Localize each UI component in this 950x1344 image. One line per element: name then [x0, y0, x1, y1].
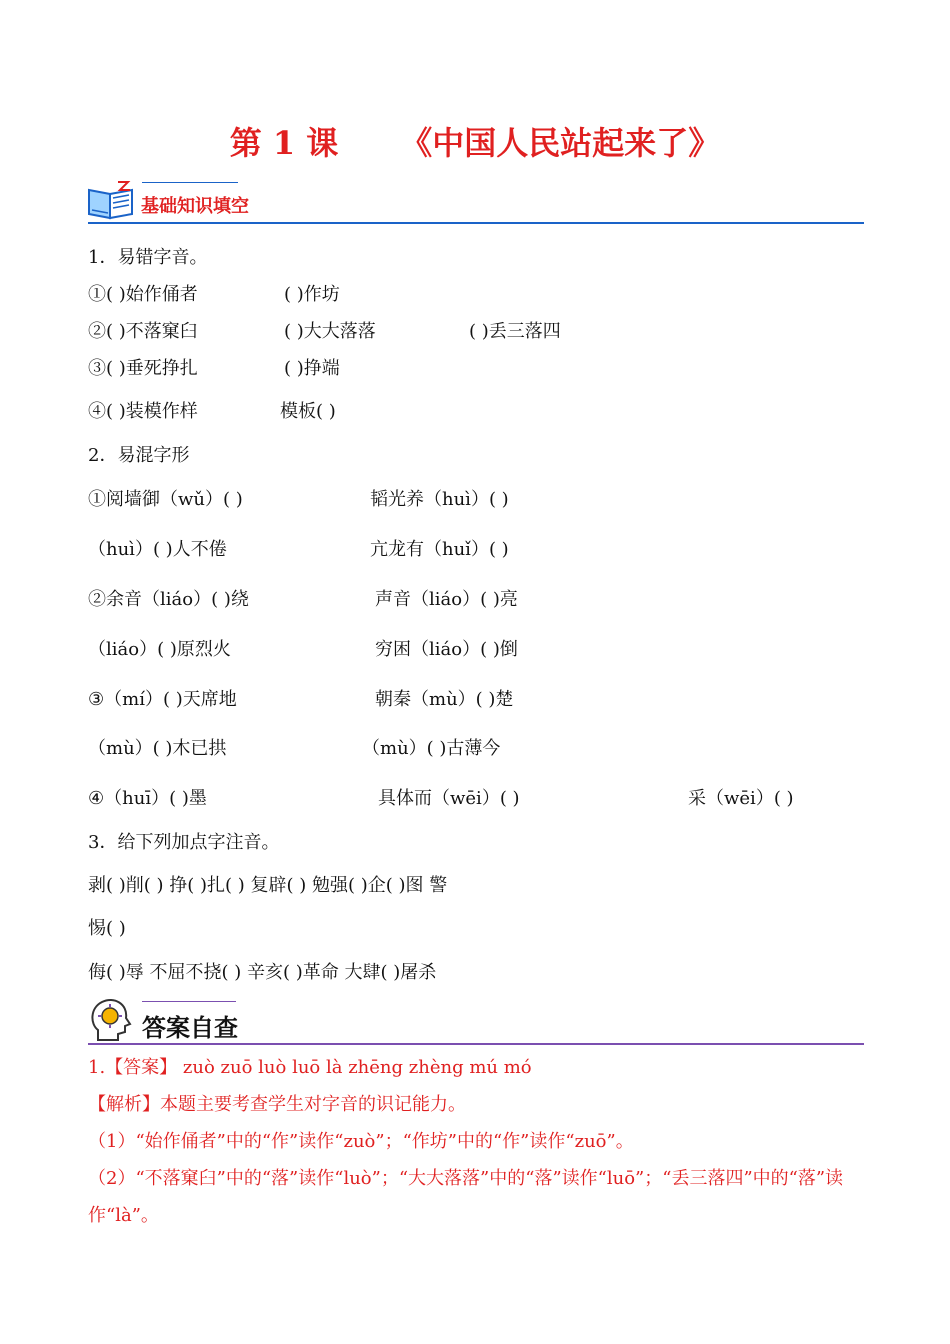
section2-top-rule — [142, 1001, 236, 1002]
q1-line2-b: ( )大大落落 — [284, 321, 376, 342]
section1-divider — [88, 222, 864, 224]
lesson-name: 《中国人民站起来了》 — [400, 124, 721, 162]
q1-line4-b: 模板( ) — [280, 401, 336, 422]
q2-row6-b: （mù）( )古薄今 — [362, 738, 501, 759]
lightbulb-head-icon — [88, 996, 132, 1042]
section2-divider — [88, 1043, 864, 1045]
q1-heading: 1．易错字音。 — [88, 247, 208, 268]
q2-row3-b: 声音（liáo）( )亮 — [375, 589, 518, 610]
answer-point-1: （1）“始作俑者”中的“作”读作“zuò”；“作坊”中的“作”读作“zuō”。 — [88, 1131, 634, 1152]
q2-row6-a: （mù）( )木已拱 — [88, 738, 227, 759]
section1-top-rule — [142, 182, 238, 183]
q2-row1-b: 韬光养（huì）( ) — [370, 489, 509, 510]
q2-heading: 2．易混字形 — [88, 445, 190, 466]
q2-row3-a: ②余音（liáo）( )绕 — [88, 589, 249, 610]
q1-line2-a: ②( )不落窠臼 — [88, 321, 198, 342]
answer-1: 1.【答案】 zuò zuō luò luō là zhēng zhèng mú mó — [88, 1057, 532, 1078]
q1-line1-a: ①( )始作俑者 — [88, 284, 198, 305]
q2-row4-a: （liáo）( )原烈火 — [88, 639, 231, 660]
q1-line1-b: ( )作坊 — [284, 284, 340, 305]
q2-row2-a: （huì）( )人不倦 — [88, 539, 227, 560]
q3-line3: 侮( )辱 不屈不挠( ) 辛亥( )革命 大肆( )屠杀 — [88, 962, 437, 983]
answer-point-2-cont: 作“là”。 — [88, 1205, 159, 1226]
section2-label: 答案自查 — [142, 1014, 238, 1042]
answer-point-2: （2）“不落窠臼”中的“落”读作“luò”；“大大落落”中的“落”读作“luō”；“丢三落四”中的“落”读 — [88, 1168, 844, 1189]
q2-row7-a: ④（huī）( )墨 — [88, 788, 207, 809]
q2-row4-b: 穷困（liáo）( )倒 — [375, 639, 518, 660]
page-title — [0, 118, 950, 164]
book-icon — [86, 180, 136, 222]
q2-row5-b: 朝秦（mù）( )楚 — [375, 689, 514, 710]
q2-row7-c: 采（wēi）( ) — [688, 788, 794, 809]
q2-row1-a: ①阅墙御（wǔ）( ) — [88, 489, 243, 510]
q3-line1: 剥( )削( ) 挣( )扎( ) 复辟( ) 勉强( )企( )图 警 — [88, 875, 448, 896]
answer-analysis: 【解析】本题主要考查学生对字音的识记能力。 — [88, 1094, 466, 1115]
q2-row7-b: 具体而（wēi）( ) — [378, 788, 520, 809]
q3-line2: 惕( ) — [88, 918, 126, 939]
section1-label: 基础知识填空 — [141, 196, 249, 217]
q2-row2-b: 亢龙有（huǐ）( ) — [370, 539, 509, 560]
q2-row5-a: ③（mí）( )天席地 — [88, 689, 237, 710]
q1-line2-c: ( )丢三落四 — [469, 321, 561, 342]
q3-heading: 3．给下列加点字注音。 — [88, 832, 280, 853]
q1-line3-b: ( )挣端 — [284, 358, 340, 379]
q1-line3-a: ③( )垂死挣扎 — [88, 358, 198, 379]
q1-line4-a: ④( )装模作样 — [88, 401, 198, 422]
lesson-number: 第 1 课 — [229, 124, 339, 162]
